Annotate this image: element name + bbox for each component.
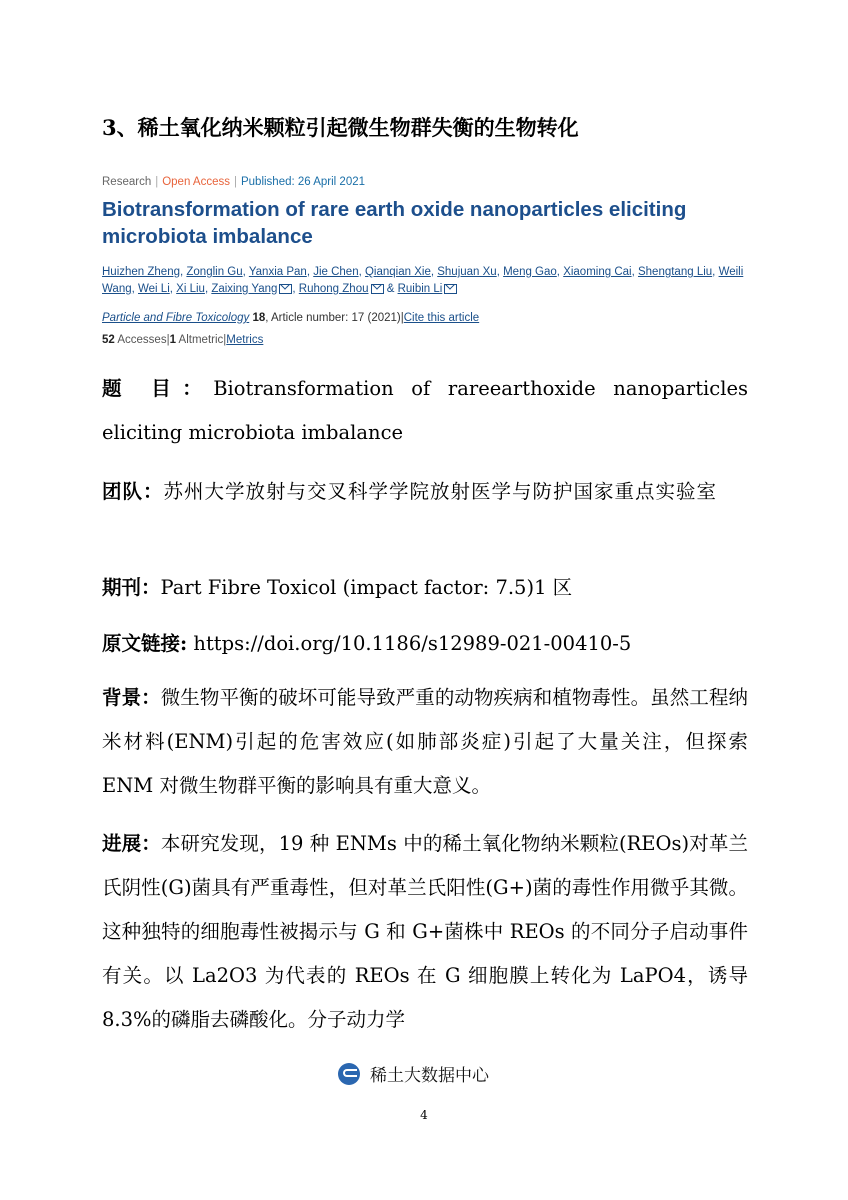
author-link[interactable]: Wei Li xyxy=(138,283,170,295)
article-stats: 52 Accesses|1 Altmetric|Metrics xyxy=(102,334,264,346)
cite-link[interactable]: Cite this article xyxy=(403,312,480,324)
journal-field xyxy=(102,566,748,610)
published-date: Published: 26 April 2021 xyxy=(240,176,366,188)
email-icon[interactable] xyxy=(444,284,457,294)
accesses-count: 52 xyxy=(102,334,115,346)
author-link[interactable]: Meng Gao xyxy=(503,266,557,278)
author-link[interactable]: Xi Liu xyxy=(176,283,205,295)
team-label: 团队： xyxy=(102,480,164,503)
team-field xyxy=(102,470,748,514)
journal-link[interactable]: Particle and Fibre Toxicology xyxy=(102,312,250,324)
footer-logo xyxy=(338,1061,489,1086)
accesses-label: Accesses xyxy=(117,334,167,346)
metrics-link[interactable]: Metrics xyxy=(226,334,264,346)
journal-value: Part Fibre Toxicol (impact factor: 7.5)1 区 xyxy=(160,576,573,599)
author-link[interactable]: Zaixing Yang xyxy=(211,283,278,295)
author-list: Huizhen Zheng, Zonglin Gu, Yanxia Pan, Jie Chen, Qianqian Xie, Shujuan Xu, Meng Gao, Xiaoming Cai, Shengtang Liu, Weili Wang, Wei Li, Xi Liu, Zaixing Yang , Ruhong Zhou & Ruibin Li xyxy=(102,266,744,295)
title-label: 题 目： xyxy=(102,377,214,400)
brand-logo-icon xyxy=(338,1063,360,1085)
open-access-badge[interactable]: Open Access xyxy=(162,176,230,188)
team-value: 苏州大学放射与交叉科学学院放射医学与防护国家重点实验室 xyxy=(163,480,718,503)
title-value: Biotransformation of rareearthoxide nanoparticles eliciting microbiota imbalance xyxy=(102,377,748,444)
author-link[interactable]: Yanxia Pan xyxy=(248,266,307,278)
author-link[interactable]: Zonglin Gu xyxy=(186,266,243,278)
page-number: 4 xyxy=(420,1108,428,1122)
progress-field xyxy=(102,822,748,1042)
journal-label: 期刊： xyxy=(102,576,161,599)
author-link[interactable]: Qianqian Xie xyxy=(364,266,431,278)
altmetric-count: 1 xyxy=(169,334,176,346)
progress-value: 本研究发现，19 种 ENMs 中的稀土氧化物纳米颗粒(REOs)对革兰氏阴性(G)菌具有严重毒性，但对革兰氏阳性(G+)菌的毒性作用微乎其微。这种独特的细胞毒性被揭示与 G 和 G+菌株中 REOs 的不同分子启动事件有关。以 La2O3 为代表的 REOs 在 G 细胞膜上转化为 LaPO4，诱导 8.3%的磷脂去磷酸化。分子动力学 xyxy=(102,832,748,1031)
background-field xyxy=(102,676,748,808)
email-icon[interactable] xyxy=(279,284,292,294)
author-link[interactable]: Jie Chen xyxy=(313,266,359,278)
author-link[interactable]: Shujuan Xu xyxy=(437,266,497,278)
progress-label: 进展： xyxy=(102,832,161,855)
author-link[interactable]: Ruhong Zhou xyxy=(298,283,369,295)
author-link[interactable]: Weili Wang xyxy=(102,266,744,295)
title-field xyxy=(102,367,748,455)
background-label: 背景： xyxy=(102,686,161,709)
email-icon[interactable] xyxy=(371,284,384,294)
author-link[interactable]: Xiaoming Cai xyxy=(563,266,632,278)
link-value[interactable]: https://doi.org/10.1186/s12989-021-00410-5 xyxy=(193,632,632,655)
article-number: , Article number: 17 (2021) xyxy=(265,312,401,324)
article-type: Research xyxy=(102,176,152,188)
journal-line: Particle and Fibre Toxicology 18, Article number: 17 (2021)|Cite this article xyxy=(102,312,480,324)
author-link[interactable]: Huizhen Zheng xyxy=(102,266,180,278)
background-value: 微生物平衡的破坏可能导致严重的动物疾病和植物毒性。虽然工程纳米材料(ENM)引起的危害效应(如肺部炎症)引起了大量关注，但探索 ENM 对微生物群平衡的影响具有重大意义。 xyxy=(102,686,748,797)
link-label: 原文链接: xyxy=(102,632,188,655)
logo-text: 稀土大数据中心 xyxy=(370,1066,489,1086)
article-title[interactable]: Biotransformation of rare earth oxide nanoparticles eliciting microbiota imbalance xyxy=(102,198,687,248)
author-link[interactable]: Ruibin Li xyxy=(397,283,443,295)
altmetric-label: Altmetric xyxy=(178,334,224,346)
article-card xyxy=(102,176,748,346)
article-meta: Research | Open Access | Published: 26 April 2021 xyxy=(102,176,366,188)
author-link[interactable]: Shengtang Liu xyxy=(637,266,713,278)
link-field xyxy=(102,622,748,666)
journal-volume: 18 xyxy=(252,312,266,324)
section-heading: 3、稀土氧化纳米颗粒引起微生物群失衡的生物转化 xyxy=(102,115,579,140)
